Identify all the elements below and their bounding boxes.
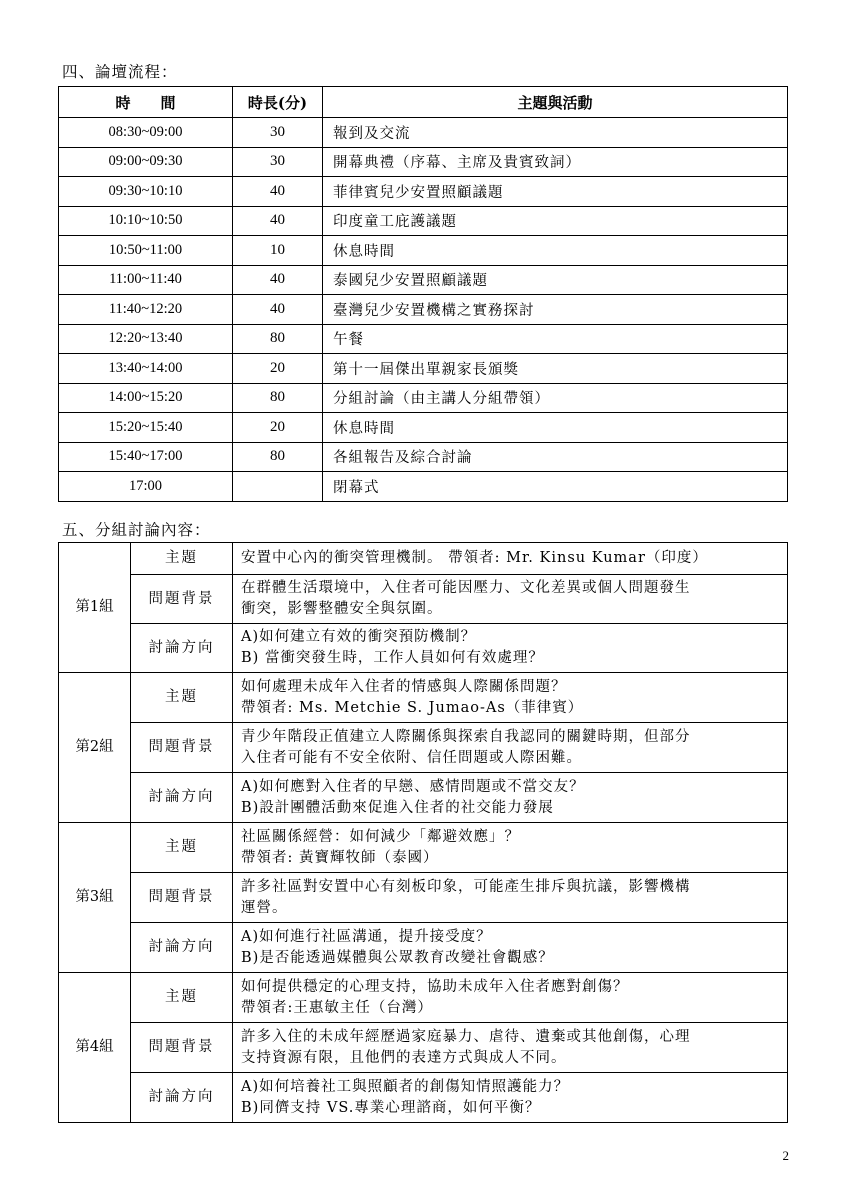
schedule-time: 15:20~15:40 [59,413,233,443]
group-background-label: 問題背景 [131,723,233,773]
schedule-row [59,383,788,413]
group-direction-content [233,1073,788,1123]
schedule-topic: 報到及交流 [323,118,788,148]
content-line: B)同儕支持 VS.專業心理諮商，如何平衡？ [241,1099,541,1116]
content-line: 社區關係經營：如何減少「鄰避效應」？ [241,828,520,845]
group-theme-content [233,973,788,1023]
group-direction-label: 討論方向 [131,773,233,823]
schedule-time: 08:30~09:00 [59,118,233,148]
schedule-row [59,177,788,207]
group-direction-label: 討論方向 [131,1073,233,1123]
content-line: A)如何進行社區溝通，提升接受度？ [241,928,492,945]
content-line: 安置中心內的衝突管理機制。 帶領者: Mr. Kinsu Kumar（印度） [241,550,708,566]
content-line: A)如何應對入住者的早戀、感情問題或不當交友？ [241,778,585,795]
schedule-time: 10:10~10:50 [59,206,233,236]
group-theme-content [233,543,788,575]
content-line: 青少年階段正值建立人際關係與探索自我認同的關鍵時期，但部分 [241,728,691,745]
group-4-theme-row [59,973,788,1023]
schedule-topic: 泰國兒少安置照顧議題 [323,265,788,295]
group-1-direction-row [59,624,788,673]
schedule-duration: 30 [233,118,323,148]
header-topic: 主題與活動 [323,87,788,118]
schedule-topic: 各組報告及綜合討論 [323,442,788,472]
content-line: 支持資源有限，且他們的表達方式與成人不同。 [241,1049,567,1066]
schedule-duration [233,472,323,502]
schedule-time: 11:40~12:20 [59,295,233,325]
schedule-row [59,147,788,177]
group-background-content [233,1023,788,1073]
schedule-duration: 20 [233,413,323,443]
group-theme-label: 主題 [131,973,233,1023]
schedule-topic: 第十一屆傑出單親家長頒獎 [323,354,788,384]
schedule-topic: 閉幕式 [323,472,788,502]
schedule-duration: 40 [233,177,323,207]
schedule-row [59,354,788,384]
group-3-background-row [59,873,788,923]
schedule-time: 11:00~11:40 [59,265,233,295]
content-line: 帶領者: 黃寶輝牧師（泰國） [241,849,439,866]
schedule-time: 12:20~13:40 [59,324,233,354]
schedule-duration: 20 [233,354,323,384]
content-line: 帶領者: Ms. Metchie S. Jumao-As（菲律賓） [241,699,584,716]
schedule-topic: 休息時間 [323,236,788,266]
schedule-duration: 80 [233,383,323,413]
schedule-row [59,472,788,502]
group-background-label: 問題背景 [131,1023,233,1073]
group-direction-content [233,773,788,823]
group-background-content [233,873,788,923]
schedule-topic: 臺灣兒少安置機構之實務探討 [323,295,788,325]
schedule-time: 13:40~14:00 [59,354,233,384]
schedule-topic: 休息時間 [323,413,788,443]
schedule-time: 09:30~10:10 [59,177,233,207]
group-background-label: 問題背景 [131,575,233,624]
content-line: B)設計團體活動來促進入住者的社交能力發展 [241,799,554,816]
schedule-time: 14:00~15:20 [59,383,233,413]
group-direction-content [233,624,788,673]
group-2-background-row [59,723,788,773]
schedule-row [59,295,788,325]
content-line: 運營。 [241,899,288,916]
schedule-duration: 30 [233,147,323,177]
group-background-content [233,575,788,624]
schedule-topic: 印度童工庇護議題 [323,206,788,236]
group-theme-label: 主題 [131,823,233,873]
group-name: 第4組 [59,973,131,1123]
page-number: 2 [782,1148,789,1163]
group-theme-label: 主題 [131,543,233,575]
content-line: 在群體生活環境中，入住者可能因壓力、文化差異或個人問題發生 [241,580,691,596]
group-1-background-row [59,575,788,624]
schedule-header-row [59,87,788,118]
header-time: 時 間 [59,87,233,118]
schedule-duration: 40 [233,265,323,295]
group-theme-label: 主題 [131,673,233,723]
schedule-time: 15:40~17:00 [59,442,233,472]
schedule-row [59,206,788,236]
content-line: 衝突，影響整體安全與氛圍。 [241,601,443,617]
group-1-theme-row [59,543,788,575]
content-line: 入住者可能有不安全依附、信任問題或人際困難。 [241,749,582,766]
content-line: 許多社區對安置中心有刻板印象，可能產生排斥與抗議，影響機構 [241,878,691,895]
schedule-time: 10:50~11:00 [59,236,233,266]
schedule-time: 09:00~09:30 [59,147,233,177]
schedule-row [59,118,788,148]
group-theme-content [233,823,788,873]
group-background-label: 問題背景 [131,873,233,923]
schedule-topic: 開幕典禮（序幕、主席及貴賓致詞） [323,147,788,177]
schedule-topic: 分組討論（由主講人分組帶領） [323,383,788,413]
schedule-row [59,442,788,472]
schedule-row [59,413,788,443]
schedule-duration: 10 [233,236,323,266]
group-background-content [233,723,788,773]
section-4-title: 四、論壇流程： [62,63,178,81]
group-2-direction-row [59,773,788,823]
content-line: 許多入住的未成年經歷過家庭暴力、虐待、遺棄或其他創傷，心理 [241,1028,691,1045]
content-line: B) 當衝突發生時，工作人員如何有效處理？ [241,650,544,666]
schedule-time: 17:00 [59,472,233,502]
schedule-table [58,86,788,502]
header-duration: 時長(分) [233,87,323,118]
group-3-direction-row [59,923,788,973]
content-line: 如何提供穩定的心理支持，協助未成年入住者應對創傷？ [241,978,629,995]
content-line: B)是否能透過媒體與公眾教育改變社會觀感？ [241,949,554,966]
schedule-duration: 80 [233,324,323,354]
schedule-row [59,236,788,266]
group-3-theme-row [59,823,788,873]
group-2-theme-row [59,673,788,723]
schedule-row [59,324,788,354]
group-theme-content [233,673,788,723]
group-name: 第1組 [59,543,131,673]
group-4-background-row [59,1023,788,1073]
content-line: A)如何建立有效的衝突預防機制？ [241,629,477,645]
section-5-title: 五、分組討論內容： [62,521,211,539]
group-4-direction-row [59,1073,788,1123]
schedule-topic: 菲律賓兒少安置照顧議題 [323,177,788,207]
schedule-row [59,265,788,295]
schedule-topic: 午餐 [323,324,788,354]
group-name: 第2組 [59,673,131,823]
group-direction-label: 討論方向 [131,624,233,673]
group-direction-label: 討論方向 [131,923,233,973]
groups-table [58,542,788,1123]
schedule-duration: 40 [233,206,323,236]
content-line: 如何處理未成年入住者的情感與人際關係問題？ [241,678,567,695]
content-line: A)如何培養社工與照顧者的創傷知情照護能力？ [241,1078,570,1095]
schedule-duration: 40 [233,295,323,325]
group-direction-content [233,923,788,973]
content-line: 帶領者:王惠敏主任（台灣） [241,999,433,1016]
schedule-duration: 80 [233,442,323,472]
group-name: 第3組 [59,823,131,973]
